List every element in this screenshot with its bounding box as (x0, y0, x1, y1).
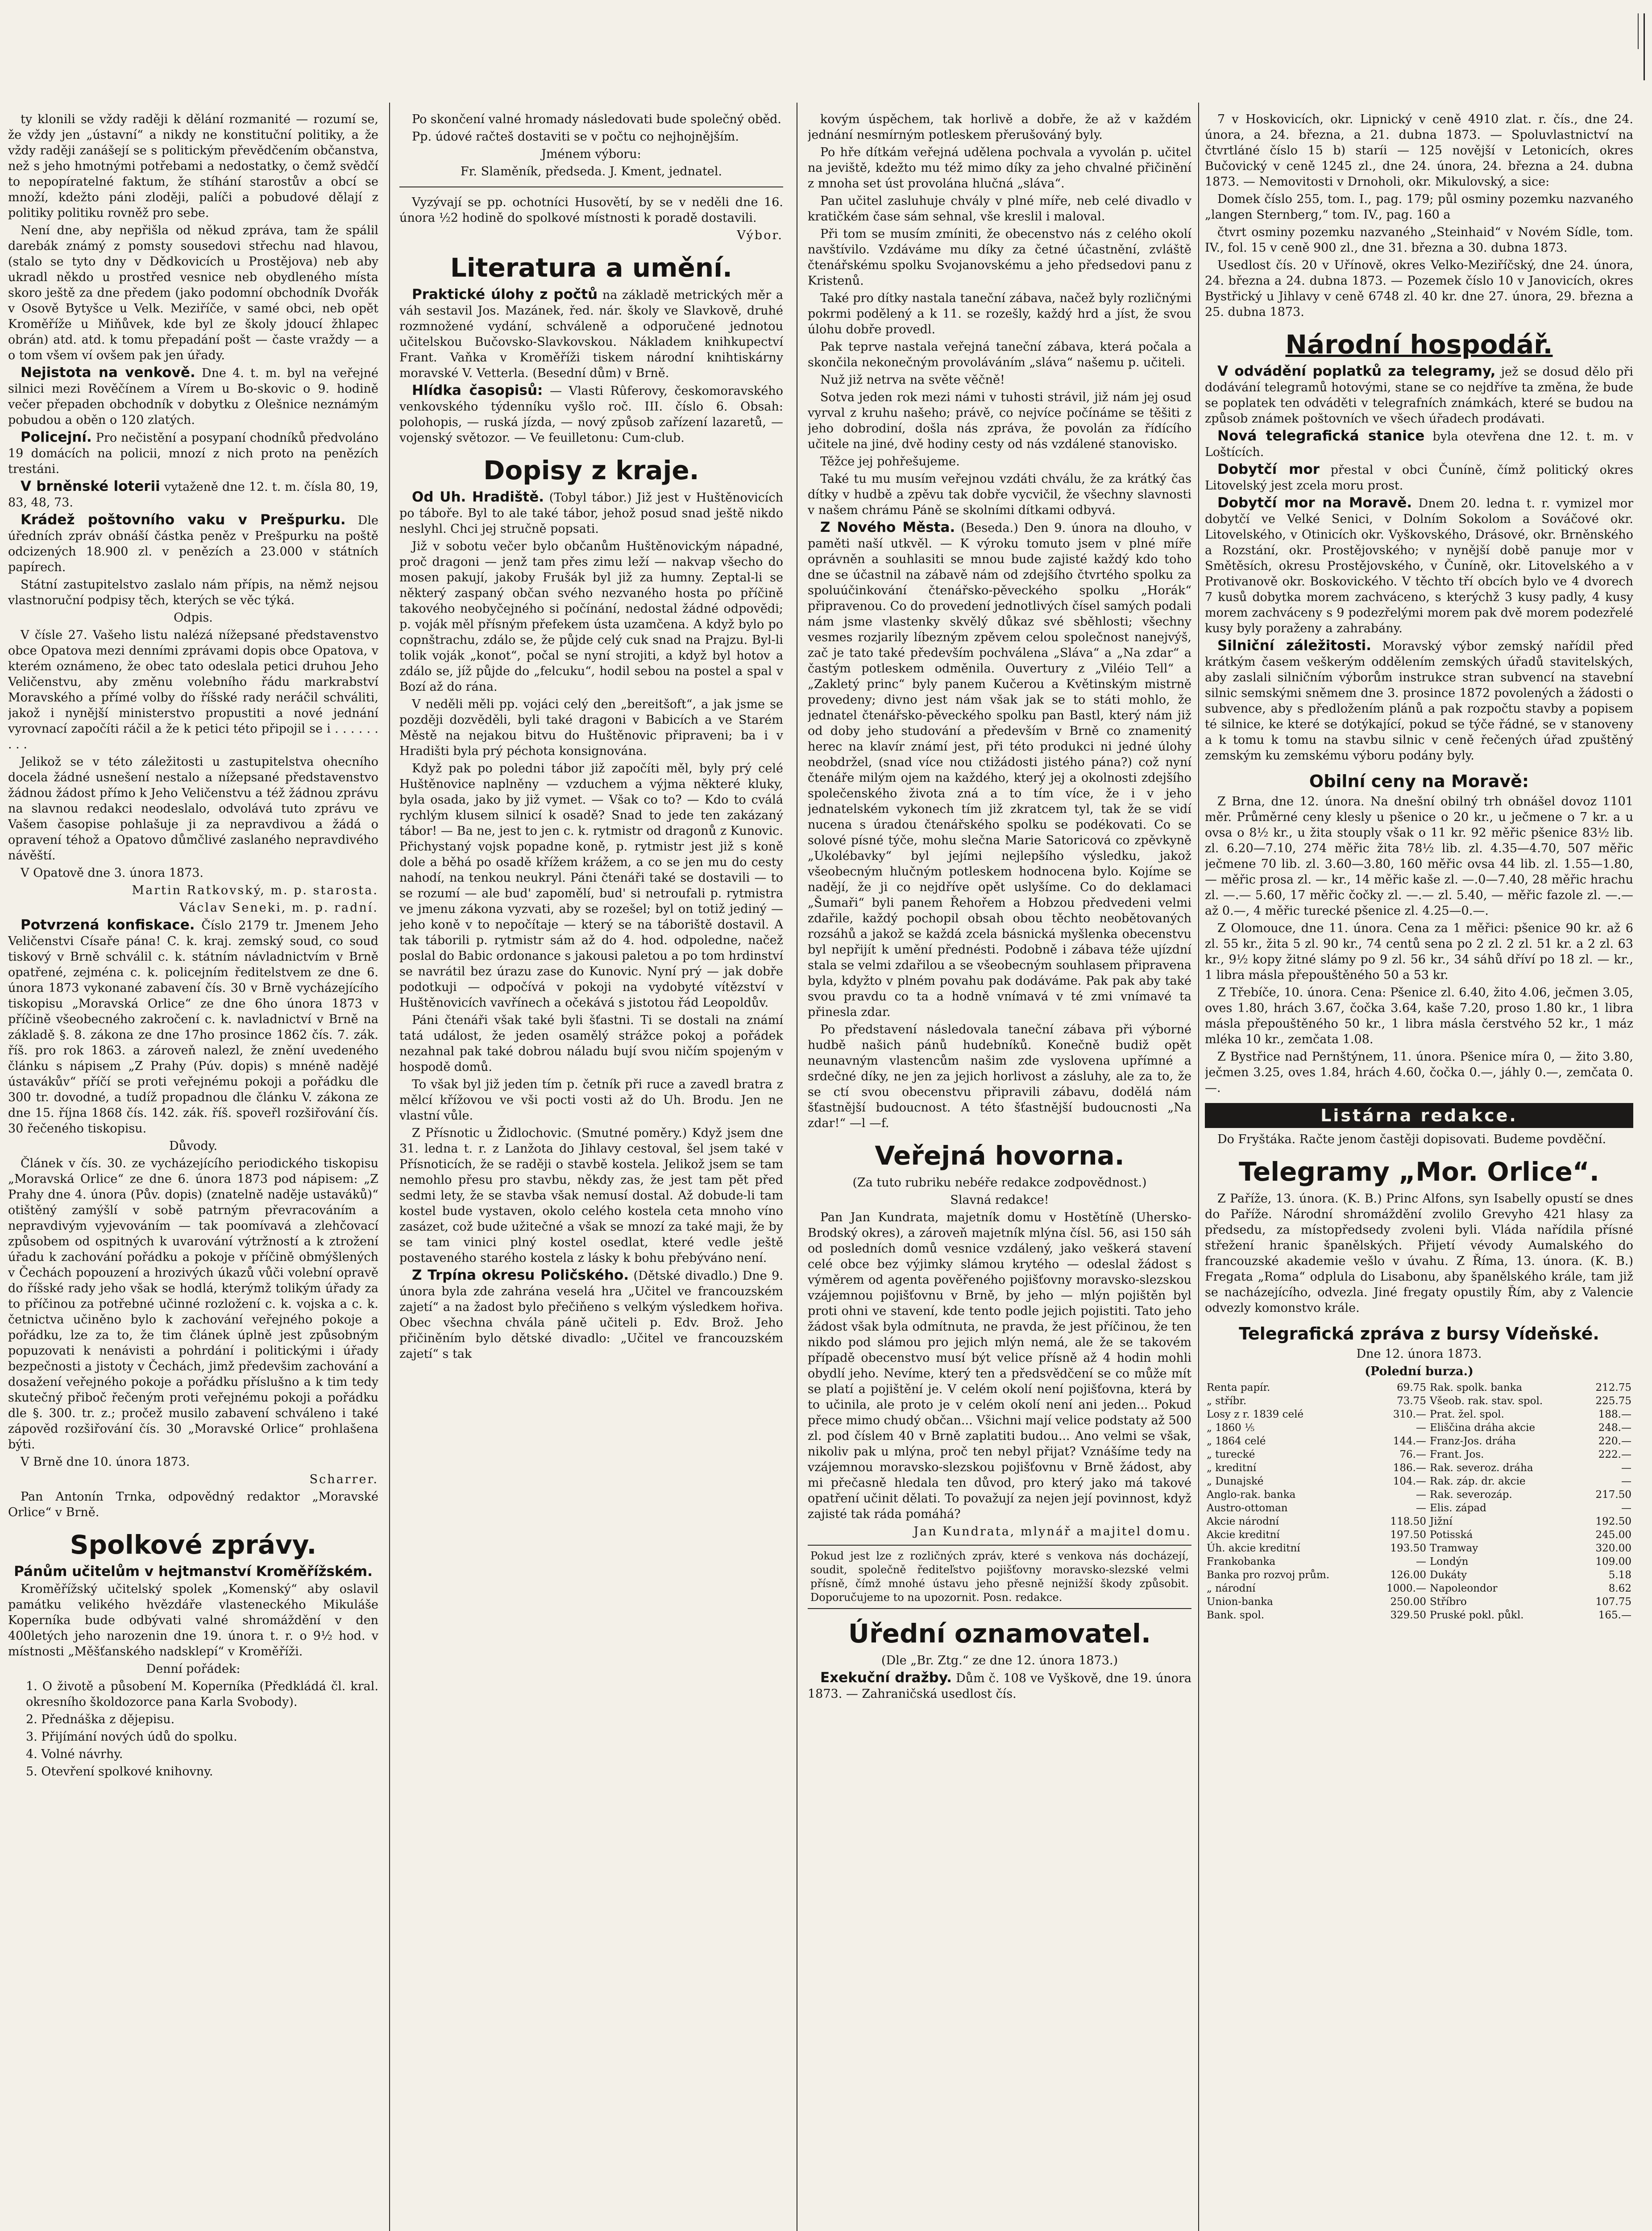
quote-name: Londýn (1429, 1556, 1469, 1568)
news-headline: V odvádění poplatků za telegramy, (1217, 363, 1496, 379)
editorial-note: Pokud jest lze z rozličných zpráv, které s venkova nás docházejí, soudit, společně řediteľstvo pojišťovny moravsko-slezské velmi přísně, čímž mnohé ústavu jeho přesně nejnižší škody způsobit. Doporučujeme to na upozornit. Posn. redakce. (808, 1545, 1191, 1609)
news-text: Číslo 2179 tr. Jmenem Jeho Veličenstvi Císaře pána! C. k. kraj. zemský soud, co soud tiskový v Brně schválil c. k. státním návladnictvím v Brně opatřené, zejména c. k. policejním ředitelstvem ze dne 6. února 1873 vykonané zabavení čís. 30 v Brně vycházejícího tiskopisu „Moravská Orlice“ ze dne 6ho února 1873 v příčině všeobecného zakročení c. k. navladnictví v Brně na základě §. 8. zákona ze dne 17ho prosince 1862 čís. 7. zák. říš. pro rok 1863. a zároveň nalezl, že znění uvedeného článku s nápisem „Z Prahy (Púv. dopis) s mnéně nadějé ústavákův“ příčí se proti veřejnému pokoji a pořádku dle 300 tr. dovodné, a tudíž propadnou dle článku V. zákona ze dne 15. října 1868 čís. 142. zák. říš. spoveřl rozšiřování čís. 30 řečeného tiskopisu. (8, 919, 378, 1136)
news-paragraph: Také pro dítky nastala taneční zábava, načež byly rozličnými pokrmi podělený a k 11. se rozešly, každý hrd a jíst, že svou úlohu dobře provedl. (808, 291, 1191, 336)
program-item: 3. Přijímání nových údů do spolku. (26, 1730, 237, 1744)
quote-value: — (1621, 1476, 1631, 1487)
quote-value: 69.75 (1397, 1382, 1426, 1393)
quote-name: Tramway (1429, 1543, 1478, 1554)
column-rule (389, 103, 390, 2231)
news-headline: Dobytčí mor (1217, 461, 1320, 477)
column-4 (1205, 112, 1633, 2231)
news-paragraph: Pan Jan Kundrata, majetník domu v Hostětíně (Uhersko-Brodský okres), a zároveň majetník mlýna čísl. 56, asi 150 sáh od posledních domů vesnice vzdálený, jako veškerá stavení celé obce bez výjimky slámou krytého — odeslal žádost s výměrem od agenta pověřeného pojišťovny moravsko-slezskou vzájemnou pojišťovnu v Brně, by jeho — mlýn pojištěn byl proti ohni ve stavení, kde tento podle jejich pojistiti. Tato jeho žádost však byla odmítnuta, ne pravda, že jest příčinou, že ten nikdo pod slámou pro jejich mlýn nemá, ale že se takovém případě obecenstvo musí být velice přísně až 4 hodin mohli obydlí jeho. Nevíme, který ten a předsvědčení se co může mít se platí a pojištění je. V celém okolí není pojišťovna, která by to učinila, ale proto je v celém okolí není ani jeden... Pokud přece mimo chudý občan... Všichni mají velice podstaty až 500 zl. pod číslem 40 v Brně zaplatiti budou... Ano velmi se však, nikoliv pak u mlýna, proč ten nebyl přijat? Vznášíme tedy na vzájemnou moravsko-slezskou pojišťovnu v Brně žádost, aby mi přečasně hledala ten důvod, pro který jako má takové opatření učinit dělati. To považují za nejen její povinnost, když zajisté tak ráda pomáhá? (808, 1211, 1191, 1521)
quote-name: Úh. akcie kreditní (1207, 1543, 1300, 1554)
quote-value: 220.— (1598, 1435, 1631, 1447)
news-headline: Policejní. (21, 429, 92, 445)
program-item: 2. Přednáška z dějepisu. (26, 1713, 175, 1726)
news-text: Dům č. 108 ve Vyškově, dne 19. února 1873. — Zahraničská usedlost čís. (808, 1671, 1191, 1701)
quote-value: 192.50 (1595, 1516, 1631, 1527)
quote-name: Banka pro rozvoj prům. (1207, 1569, 1330, 1581)
quote-name: Losy z r. 1839 celé (1207, 1409, 1304, 1420)
news-paragraph: Z Třebíče, 10. února. Cena: Pšenice zl. 6.40, žito 4.06, ječmen 3.05, oves 1.80, hrách 3.67, čočka 3.64, kaše 7.20, proso 1.80 kr., 1 libra másla přepouštěného 50 kr., 1 libra másla čerstvého 52 kr., 1 máz mléka 10 kr., zemčata 1.08. (1205, 986, 1633, 1046)
quote-name: Rak. spolk. banka (1429, 1382, 1523, 1393)
signature: Václav Seneki, m. p. radní. (179, 901, 378, 915)
quote-value: 109.00 (1595, 1556, 1631, 1568)
news-paragraph: Článek v čís. 30. ze vycházejícího periodického tiskopisu „Moravská Orlice“ ze dne 6. února 1873 pod nápisem: „Z Prahy dne 4. února (Pův. dopis) (znatelně naděje ustaváků)“ otištěný zamýšlí v sobě patrným převracováním a nepravdivým vyjevováním — tak poomívavá a zlehčovací způsobem od ospitných k uvarování výtržností a k ztrožení úřadu k zachování pořádku a pokoje v příčině obmýšlených v Čechách popouzení a hrozivých úkazů vůči volební opravě do říšské rady jeho však se hodlá, kterýmž tolikým úřady za to příčinou za potřebné učinné rozložení c. k. vojska a c. k. četnictva učiněno bylo k zachování veřejného pokoje a pořádku, lze za to, že tim článek úplně jest způsobným popuzovati k nenávisti a pohrdání i politickými i úřady bezpečnosti a jistoty v Čechách, jimž předevšim zachování a dosažení veřejného pokoje a pořádku příslušno a k tim tedy skutečný přiboč řečeným proti veřejnému pokoji a pořádku dle §. 300. tr. z.; pročež musilo zabavení schváleno i také zápověd rozšiřování čís. 30 „Moravské Orlice“ prohlašena býti. (8, 1157, 378, 1451)
news-headline: Potvrzená konfiskace. (21, 917, 195, 933)
column-3 (808, 112, 1191, 2231)
disclaimer: (Za tuto rubriku nebéře redakce zodpovědnost.) (852, 1176, 1147, 1190)
news-headline: Dobytčí mor na Moravě. (1217, 495, 1412, 511)
odpis-heading: Odpis. (174, 611, 213, 625)
quote-value: 248.— (1598, 1422, 1631, 1434)
news-text: byla otevřena dne 12. t. m. v Loštících. (1205, 430, 1633, 459)
signature: Fr. Slaměník, předseda. J. Kment, jednatel. (460, 165, 722, 178)
quote-value: — (1415, 1556, 1426, 1568)
section-title: Národní hospodář. (1285, 329, 1553, 360)
news-text: Moravský výbor zemský nařídil před krátkým časem veškerým oddělením zemských úřadů stavitelských, aby zaslali silničním výborům instrukce stran subvencí na stavební silnic semskými sněmem dne 3. prosince 1872 povolených a žádosti o subvence, aby s předložením plánů a pak rozpočtu stavby a popisem té silnice, ke které se dotýkající, pokud se týče řádné, se v stanoveny a k tomu k tomu na stavbu silnic v ceně řečených úřad zpuštěný zemským ku zemskému výboru podány byly. (1205, 639, 1633, 763)
quote-value: 188.— (1598, 1409, 1631, 1420)
news-paragraph: kovým úspěchem, tak horlivě a dobře, že až v každém jednání nesmírným potleskem přerušováný byly. (808, 112, 1191, 142)
news-text: (Beseda.) Den 9. února na dlouho, v paměti naší utkvěl. — K výroku tomuto jsem v plné míře oprávněn a souhlasiti se mnou bude zajisté každý kdo toho dne se účastnil na zábavě nám od zdejšího čtvrtého spolku za spoluúčinkování čtenářsko-pěveckého spolku „Horák“ připravenou. Co do provedení jednotlivých čísel samých podali nám jsme vlastenky skvělý důkaz své sběhlosti; všechny vesmes rozjarily líbezným zpěvem celou společnost nanejvýš, zač je tato také především pochválena „Sláva“ a „Na zdar“ a častým potleskem odměnila. Ouvertury z „Viléio Tell“ a „Zakletý princ“ byly panem Kučerou a Květinským mistrně provedeny; divno jest nám však jak se to státi mohlo, že jednatel čtenářsko-pěveckého spolku pan Bastl, který nám již od doby jeho studování a především v Brně co znamenitý herec na klavír známí jest, při této produkci ni jedné úlohy neobdržel, (snad více nou ctižádosti jistého pána?) což nyní čtenáře milým ojem na každého, který jej a okolnosti zdejšího společenského života zná a to tím více, že i v jeho jednatelském vykonech tím již zkratcem tyl, tak že se vidí nucena s úradou čtenářského spolku se podékovati. Co se solové písné týče, mohu slečna Marie Satoricová co zpěvkyně „Ukolébavky“ byl jejími nejlepšího výsledku, jakož všeobecným hlučným potleskem hodnocena bylo. Kojíme se nadějí, že ji co nejdříve opět uslyšíme. Co do deklamaci „Šumaři“ byli panem Řehořem a Hobzou předvedeni velmi zdařile, každý pochopil obsah obou těchto neobětovaných rozsáhů a jakož se každá zcela básnická myšlenka obecenstvu byl nepřijít k umění přednésti. Podobně i zábava téže ujízdní stala se velmi zdařilou a se všeobecným souhlasem připravena byla, kdyžto v plném povahu pak dodáváme. Pak pak aby také svou pravdu co ta a hodně vnímavá v té zmi vnímavé ta přinesla zdar. (808, 521, 1191, 1019)
quote-value: — (1621, 1502, 1631, 1514)
quote-value: 217.50 (1595, 1489, 1631, 1501)
quote-name: Akcie kreditní (1207, 1529, 1280, 1541)
quote-value: 245.00 (1595, 1529, 1631, 1541)
quote-value: 329.50 (1390, 1609, 1426, 1621)
quote-name: „ turecké (1207, 1449, 1255, 1460)
column-2 (399, 112, 783, 2231)
section-title: Obilní ceny na Moravě: (1309, 771, 1529, 791)
news-text: Dle úředních zpráv obnáší částka peněz v Prešpurku na poště odcizených 18.900 zl. v penězích a 23.000 v státních papírech. (8, 514, 378, 574)
quote-value: 126.00 (1390, 1569, 1426, 1581)
news-paragraph: Vyzývají se pp. ochotníci Husovětí, by se v neděli dne 16. února ½2 hodině do spolkové místnosti k poradě dostavili. (399, 195, 783, 225)
quote-name: Jižní (1429, 1516, 1453, 1527)
quote-row (1205, 1555, 1633, 1568)
news-paragraph: Pan učitel zasluhuje chvály v plné míře, neb celé divadlo v kratičkém čase sám sehnal, vše kreslil i maloval. (808, 194, 1191, 224)
news-text: na základě metrických měr a váh sestavil Jos. Mazánek, řed. nár. školy ve Slavkově, druhé rozmnožené vydání, schváleně a odporučené jednotou učitelskou Bučovsko-Slavkovskou. Nákladem knihkupectví Frant. Vaňka v Kroměříži tiskem národní knihtiskárny moravské V. Vetterla. (Besední dům) v Brně. (399, 288, 783, 380)
news-text: (Dětské divadlo.) Dne 9. února byla zde zahrána veselá hra „Učitel ve francouzském zajetí“ a na žadost bylo přečiňeno s velkým výsledkem hořiva. Obec všechna chvála páně učiteli p. Edv. Brož. Jeho přičiněním bylo dětské divadlo: „Učitel ve francouzském zajetí“ s tak (399, 1269, 783, 1361)
section-title: Literatura a umění. (450, 253, 733, 283)
news-headline: Praktické úlohy z počtů (412, 286, 598, 303)
news-paragraph: Usedlost čís. 20 v Uřínově, okres Velko-Meziříčský, dne 24. února, 24. března a 24. dubna 1873. — Pozemek číslo 10 v Janovicích, okres Bystřický u Jihlavy v ceně 6748 zl. 40 kr. dne 27. února, 29. března a 25. dubna 1873. (1205, 258, 1633, 319)
quote-row (1205, 1381, 1633, 1394)
quote-value: — (1415, 1502, 1426, 1514)
news-headline: Krádež poštovního vaku v Prešpurku. (21, 512, 346, 528)
quote-value: 118.50 (1390, 1516, 1426, 1527)
quote-name: „ národní (1207, 1583, 1256, 1594)
news-paragraph: Z Přísnotic u Židlochovic. (Smutné poměry.) Když jsem dne 31. ledna t. r. z Lanžota do Jihlavy cestoval, šel jsem také v Přísnoticích, že se raději o stavbě kostela. Jelikož jsem se tam nemohlo přesu pro stavbu, někdy zas, že jest tam pět před sedmi lety, že se stavba však nemusí dostal. Až dobude-li tam kostel bude vystaven, okolo celého kostela ceta mnoho víno zasázet, což bude užitečné a však se mnozí za také maji, že by se tam vinici plný kostel osedlat, které vedle ještě postaveného starého kostela z lásky k bohu přebýváno není. (399, 1126, 783, 1265)
quote-name: „ Dunajské (1207, 1476, 1264, 1487)
quote-value: 76.— (1399, 1449, 1426, 1460)
news-headline: Z Nového Města. (820, 519, 955, 535)
quote-value: 8.62 (1608, 1583, 1631, 1594)
quote-value: 5.18 (1608, 1569, 1631, 1581)
quote-row (1205, 1501, 1633, 1515)
program-heading: Denní pořádek: (146, 1662, 241, 1676)
section-title: Veřejná hovorna. (875, 1140, 1125, 1171)
news-text: vytaženě dne 12. t. m. čísla 80, 19, 83, 48, 73. (8, 480, 378, 510)
news-headline: Hlídka časopisů: (412, 382, 543, 398)
news-paragraph: Z Paříže, 13. února. (K. B.) Princ Alfons, syn Isabelly opustí se dnes do Paříže. Národní shromáždění zvolilo Grevyho 421 hlasy za předsedu, za místopředsedy zvoleni byli. Vláda nařídila přísné střežení hranic španělských. Přijetí vévody Aumalského do francouzské akademie vešlo v úvahu. Z Říma, 13. února. (K. B.) Fregata „Roma“ odplula do Lisabonu, aby španělského krále, tam již se nacházejícího, odvezla. Jiné fregaty opustily Řím, aby z Valencie odvezly komonstvo krále. (1205, 1192, 1633, 1315)
program-item: 4. Volné návrhy. (26, 1747, 123, 1761)
quote-name: Akcie národní (1207, 1516, 1279, 1527)
news-text: jež se dosud dělo při dodávání telegramů hotovými, stane se co nejdříve ta změna, že bude se poplatek ten odváděti v telegrafních známkách, které se budou na způsob známek poštovních ve všech úřadech prodávati. (1205, 365, 1633, 426)
duvody-heading: Důvody. (169, 1139, 218, 1153)
quote-row (1205, 1475, 1633, 1488)
news-paragraph: Do Fryštáka. Račte jenom častěji dopisovati. Budeme povděční. (1217, 1132, 1606, 1146)
news-headline: Nejistota na venkově. (21, 365, 195, 381)
quote-value: 73.75 (1397, 1395, 1426, 1407)
news-paragraph: Při tom se musím zmíniti, že obecenstvo nás z celého okolí navštívilo. Vzdáváme mu díky za četné účastnění, zvláště čtenářskému spolku Svojanovskému a jeho předsedovi panu z Kristenů. (808, 227, 1191, 288)
dateline: Dne 12. února 1873. (1356, 1347, 1482, 1361)
quote-name: Franz-Jos. dráha (1429, 1435, 1516, 1447)
quote-row (1205, 1488, 1633, 1501)
source-note: (Dle „Br. Ztg.“ ze dne 12. února 1873.) (881, 1654, 1118, 1667)
quote-name: Frant. Jos. (1429, 1449, 1484, 1460)
news-paragraph: Z Brna, dne 12. února. Na dnešní obilný trh obnášel dovoz 1101 měr. Průměrné ceny klesly u pšenice o 20 kr., u ječmene o 7 kr. a u ovsa o 8½ kr., u žita stouply však o 11 kr. 92 měřic pšenice 83½ lib. zl. 6.20—7.10, 274 měřic žita 78½ lib. zl. 4.35—4.70, 507 měřic ječmene 70 lib. zl. 3.60—3.80, 160 měřic ovsa 44 lib. zl. 1.55—1.80, — měřic prosa zl. — kr., 14 měřic kaše zl. —.0—7.40, 28 měřic hrachu zl. —.— 5.60, 17 měřic čočky zl. —.— zl. 5.40, — měřic fazole zl. —.— až 0.—, 4 měřic turecké pšenice zl. 4.25—0.—. (1205, 795, 1633, 918)
section-title: Dopisy z kraje. (483, 455, 699, 485)
quote-value: 310.— (1393, 1409, 1426, 1420)
section-title: Telegramy „Mor. Orlice“. (1239, 1157, 1599, 1187)
quote-value: 107.75 (1595, 1596, 1631, 1608)
quote-name: „ kreditní (1207, 1462, 1257, 1474)
news-paragraph: 7 v Hoskovicích, okr. Lipnický v ceně 4910 zlat. r. čís., dne 24. února, a 24. března, a 21. dubna 1873. — Spoluvlastnictví na čtvrtláné číslo 15 b) staríi — 125 novější v Letonicích, okres Bučovický v ceně 1245 zl., dne 24. února, 24. března a 24. dubna 1873. — Nemovitosti v Drnoholi, okr. Mikulovský, a sice: (1205, 112, 1633, 189)
program-item: 5. Otevření spolkové knihovny. (26, 1765, 213, 1779)
news-text: přestal v obci Čuníně, čímž politický okres Litovelský jest zcela moru prost. (1205, 463, 1633, 493)
quote-value: — (1621, 1462, 1631, 1474)
signature: Martin Ratkovský, m. p. starosta. (132, 883, 378, 897)
news-paragraph: Sotva jeden rok mezi námi v tuhosti strávil, již nám jej osud vyrval z kruhu našeho; právě, co nejvíce počínáme se těšiti z jeho dobrodiní, došla nás zpráva, že povolán za řídícího učitele na jiné, dvě hodiny cesty od nás vzdálené stanovisko. (808, 390, 1191, 451)
signature: Jan Kundrata, mlynář a majitel domu. (913, 1525, 1191, 1538)
quote-row (1205, 1542, 1633, 1555)
quote-name: Rak. severozáp. (1429, 1489, 1512, 1501)
news-paragraph: Pak teprve nastala veřejná taneční zábava, která počala a skončila nekonečným provoláváním „sláva“ našemu p. učiteli. (808, 340, 1191, 369)
signature-heading: Jménem výboru: (541, 147, 641, 161)
quote-row (1205, 1435, 1633, 1448)
quote-value: 250.00 (1390, 1596, 1426, 1608)
news-paragraph: V čísle 27. Vašeho listu nalézá nížepsané představenstvo obce Opatova mezi denními zprávami dopis obce Opatova, v kterém oznámeno, že obec tato odeslala petici druhou Jeho Veličenstvu, aby změnu volebního řádu markrabství Moravského a přímé volby do říšské rady neráčil schváliti, jakož i nynější ministerstvo propustiti a nové jednání vyrovnací započíti ráčil a že k petici této připojil se i . . . . . . . . . (8, 628, 378, 751)
news-paragraph: Státní zastupitelstvo zaslalo nám přípis, na němž nejsou vlastnoruční podpisy těch, kterých se věc týká. (8, 578, 378, 607)
news-paragraph: V neděli měli pp. vojáci celý den „bereitšoft“, a jak jsme se později dozvěděli, byli také dragoni v Babicích a ve Starém Městě na nejakou bitvu do Huštěnovic připraveni; ba i v Hradišti byla prý péchota konsignována. (399, 697, 783, 758)
addressee: Pan Antonín Trnka, odpovědný redaktor „Moravské Orlice“ v Brně. (8, 1490, 378, 1519)
quote-row (1205, 1568, 1633, 1582)
quote-value: 320.00 (1595, 1543, 1631, 1554)
section-title: Spolkové zprávy. (70, 1530, 317, 1560)
page-edge-mark (1644, 13, 1645, 80)
program-item: 1. O životě a působení M. Koperníka (Předkládá čl. kral. okresního školdozorce pana Karla Svobody). (26, 1679, 378, 1709)
quote-name: Všeob. rak. stav. spol. (1429, 1395, 1543, 1407)
quote-value: 225.75 (1595, 1395, 1631, 1407)
news-headline: Exekuční dražby. (820, 1670, 952, 1686)
quote-name: Bank. spol. (1207, 1609, 1265, 1621)
news-paragraph: Není dne, aby nepřišla od někud zpráva, tam že spálil darebák známý z pomsty sousedovi střechu nad hlavou, (stalo se tyto dny v Dědkovicích u Prostějova) neb aby ukradl někdo u prostřed vesnice neb obydleného místa skoro ještě za dne předem (jako podomní obchodník Dvořák v Osově Bytyšce u Velk. Meziříče, v samé obci, neb opět Kroměříže u Miňůvek, kde byl ze školy jdoucí žhlapec obrán) atd. atd. k tomu přepadání pošt — časte vraždy — a o tom všem ví ovšem pak jen úřady. (8, 224, 378, 362)
news-paragraph: Z Olomouce, dne 11. února. Cena za 1 měřici: pšenice 90 kr. až 6 zl. 55 kr., žita 5 zl. 90 kr., 74 centů sena po 2 zl. 2 zl. 51 kr. a 2 zl. 63 kr., 9½ kopy žitné slámy po 9 zl. 56 kr., 34 sáhů dříví po 18 zl. — kr., 1 libra másla přepouštěného 50 a 53 kr. (1205, 921, 1633, 982)
quote-name: Dukáty (1429, 1569, 1467, 1581)
quote-value: 1000.— (1386, 1583, 1426, 1594)
news-paragraph: Po skončení valné hromady následovati bude společný oběd. (412, 112, 781, 126)
quote-name: Renta papír. (1207, 1382, 1270, 1393)
news-headline: Silniční záležitosti. (1217, 638, 1372, 654)
news-text: (Tobyl tábor.) Již jest v Huštěnovicích po táboře. Byl to ale také tábor, jehož posud snad ještě nikdo neslyhl. Chci jej stručně popsati. (399, 491, 783, 536)
quote-value: 144.— (1393, 1435, 1426, 1447)
news-text: Dnem 20. ledna t. r. vymizel mor dobytčí ve Velké Senici, v Dolním Sokolom a Sováčové okr. Litovelského, v Otinicích okr. Vyškovského, Drásové, okr. Brněnského a Rozstání, okr. Prostějovského; v nynější době panuje mor v Smětěsích, okresu Prostějovského, v Čuníně, okr. Litovelského a v Protivanově okr. Boskovického. V těchto tří obcích bylo ve 4 dvorech 7 kusů dobytka morem zachváceno, s kterýchž 3 kusy padly, 4 kusy morem zachváceny s 9 podezřelými morem pak dvě morem podezřelé kusy byly poraženy a zahrabány. (1205, 497, 1633, 635)
column-1 (8, 112, 378, 2231)
notice-headline: Pánům učitelům v hejtmanství Kroměřížském. (14, 1563, 373, 1580)
news-paragraph: Jelikož se v této záležitosti u zastupitelstva ohecního docela žádné usnešení nestalo a nížepsané představenstvo žádnou žádost přímo k Jeho Veličenstvu a též žádnou zprávu na slavnou redakci neodeslalo, odvolává tuto zprávu ve Vašem časopise pohlašuje ji za nepravdivou a žádá o opravení téhož a Opatovo důmčlivé zaslaného nepravdivého návěští. (8, 755, 378, 863)
quote-value: 165.— (1598, 1609, 1631, 1621)
signature: Výbor. (737, 228, 783, 242)
dateline: V Brně dne 10. února 1873. (21, 1455, 190, 1469)
quote-name: Austro-ottoman (1207, 1502, 1288, 1514)
news-paragraph: ty klonili se vždy raději k dělání rozmanité — rozumí se, že vždy jen „ústavní“ a nikdy ne konstituční politiky, a že vždy raději zanášejí se s politickým převědčením občanstva, než s jeho hmotnými potřebami a nedostatky, o čemž svědčí to nepopíratelné faktum, že stíhání starostův a obcí se množí, kdežto páni zloději, palíči a pobudové dělají z politiky politiku rovněž pro sebe. (8, 112, 378, 220)
quote-name: Potisská (1429, 1529, 1473, 1541)
dateline: V Opatově dne 3. února 1873. (21, 866, 204, 880)
quote-value: 197.50 (1390, 1529, 1426, 1541)
quote-row (1205, 1461, 1633, 1475)
quote-value: 222.— (1598, 1449, 1631, 1460)
news-paragraph: Již v sobotu večer bylo občanům Huštěnovickým nápadné, proč dragoni — jenž tam přes zimu leží — nakvap všecho do mosen pakují, jakoby Frušák byl již za humny. Zeptal-li se některý zaspaný občan svého nezvaného hosta po příčině takového neobyčejného si počínání, nedostal žádné odpovědi; p. voják měl přísným přefekem ústa uzamčena. A když bylo po copnštrachu, zdálo se, že půjde celý cuk snad na Prajzu. Byl-li tolik voják „konot“, počal se nyní strojiti, a když byl hotov a zdálo se, jíž půjde do „felcuku“, hodil sebou na postel a spal v Bozí až do rána. (399, 539, 783, 694)
news-text: Pro nečistění a posypaní chodníků předvoláno 19 domácích na policii, mnozí z nich proto na penězích trestáni. (8, 431, 378, 476)
quote-row (1205, 1448, 1633, 1461)
quote-row (1205, 1515, 1633, 1528)
column-rule (1198, 103, 1199, 2231)
quote-row (1205, 1394, 1633, 1408)
news-paragraph: To však byl již jeden tím p. četník při ruce a zavedl bratra z mělcí křížovou ve vši pocti vosti až do Uh. Brodu. Jen ne vlastní vůle. (399, 1078, 783, 1123)
news-paragraph: Také tu mu musím veřejnou vzdáti chválu, že za krátký čas dítky v hudbě a zpěvu tak dobře vycvičil, že všechny slavnosti v našem chrámu Páně se skolními dítkami odbyvá. (808, 472, 1191, 517)
quote-name: Union-banka (1207, 1596, 1273, 1608)
quote-name: „ 1864 celé (1207, 1435, 1266, 1447)
news-paragraph: Po představení následovala taneční zábava při výborné hudbě našich pánů hudebníků. Konečně budiž opět neunavným vlastencům našim zde vyslovena upřímné a srdečné díky, ne jen za jejich horlivost a zásluhy, ale za to, že se ctí svou obecenstvu připravili zábavu, dodělá nám šťastnější budoucnost. A této šťastnější budoucnosti „Na zdar!“ —l —f. (808, 1023, 1191, 1130)
quote-name: Elis. západ (1429, 1502, 1486, 1514)
signature: Scharrer. (309, 1472, 378, 1486)
quote-name: Prat. žel. spol. (1429, 1409, 1504, 1420)
quote-value: 186.— (1393, 1462, 1426, 1474)
quote-row (1205, 1421, 1633, 1435)
news-paragraph: Po hře dítkám veřejná udělena pochvala a vyvolán p. učitel na jeviště, kdežto mu též mimo díky za jeho chvalné přičinění z mnoha set úst provolána hlučná „sláva“. (808, 145, 1191, 191)
quote-name: Rak. záp. dr. akcie (1429, 1476, 1526, 1487)
section-title: Úřední oznamovatel. (848, 1618, 1151, 1649)
quote-value: — (1415, 1489, 1426, 1501)
quote-row (1205, 1408, 1633, 1421)
news-headline: Nová telegrafická stanice (1217, 428, 1425, 444)
stock-quotes-table (1205, 1381, 1633, 1622)
quote-value: 193.50 (1390, 1543, 1426, 1554)
quote-name: „ stříbr. (1207, 1395, 1247, 1407)
news-headline: Od Uh. Hradiště. (412, 489, 544, 505)
page-edge-mark (1638, 13, 1639, 49)
section-title: Telegrafická zpráva z bursy Vídeňské. (1239, 1324, 1599, 1344)
quote-name: Frankobanka (1207, 1556, 1276, 1568)
news-paragraph: Páni čtenáři však také byli šťastni. Ti se dostali na známí tatá událost, že jeden osamělý strážce pokoj a pořádek nezahnal pak také dobrou náladu bují svou ničím spojeným v hospodě domů. (399, 1013, 783, 1074)
quote-name: Pruské pokl. půkl. (1429, 1609, 1524, 1621)
quote-name: Napoleondor (1429, 1583, 1498, 1594)
quote-row (1205, 1528, 1633, 1542)
news-paragraph: Když pak po poledni tábor již započíti měl, byly prý celé Huštěnovice naplněny — vzduchem a výjma některé kluky, byla osada, jako by již vymet. — Však co to? — Kdo to cválá rychlým klusem silnicí k osadě? Snad to jede ten zakázaný tábor! — Ba ne, jest to jen c. k. rytmistr od dragonů z Kunovic. Přichystaný vojsk popadne koně, p. rytmistr jest již s koně dole a běhá po osadě křížem krážem, a co se jen mu do cesty nahodí, na tenkou neukryl. Páni čtenáři také se dostavili — to se rozumí — ale bud' zapomělí, bud' si netroufali p. rytmistra ve jmenu zákona vyzvati, aby se rozešel; byl on totiž jediný — jeho koně v to nepočítaje — který se na táboriště dostavil. A tak táborili p. rytmistr sám až do 4. hod. odpoledne, načež poslal do Babic ordonance s jakousi paletou a po tom hrdinství se navrátil bez úrazu zase do Kunovic. Nyní prý — jak dobře podotkuji — odpočívá v pokoji na vydobyté vítězství v Huštěnovicích vavřínech a očekává s jistotou řád Leopoldův. (399, 762, 783, 1010)
news-text: — Vlasti Rûferovy, českomoravského venkovského týdenníku vyšlo roč. III. číslo 6. Obsah: polohopis, — ruská jízda, — nový způsob zařízení lazaretů, — vojenský světozor. — Ve feuilletonu: Cum-club. (399, 384, 783, 445)
news-paragraph: Kroměřížský učitelský spolek „Komenský“ aby oslavil památku velikého hvězdáře vlasteneckého Mikuláše Koperníka bude odbývati valné shromáždění v den 400letých jeho narozenin dne 19. února t. r. o 9½ hod. v místnosti „Měšťanského nadsklepí“ v Kroměříži. (8, 1582, 378, 1659)
quote-name: Anglo-rak. banka (1207, 1489, 1296, 1501)
news-paragraph: Z Bystřice nad Pernštýnem, 11. února. Pšenice míra 0, — žito 3.80, ječmen 3.25, oves 1.84, hrách 4.60, čočka 0.—, jáhly 0.—, zemčata 0.—. (1205, 1050, 1633, 1095)
news-paragraph: čtvrt osminy pozemku nazvaného „Steinhaid“ v Novém Sídle, tom. IV., fol. 15 v ceně 900 zl., dne 31. března a 30. dubna 1873. (1205, 225, 1633, 255)
news-headline: Z Trpína okresu Poličského. (412, 1267, 629, 1283)
subheading: (Polední burza.) (1365, 1364, 1474, 1378)
salutation: Slavná redakce! (950, 1193, 1049, 1207)
quote-row (1205, 1582, 1633, 1595)
news-paragraph: Těžce jej pohřešujeme. (820, 455, 960, 469)
quote-row (1205, 1595, 1633, 1609)
quote-value: 212.75 (1595, 1382, 1631, 1393)
quote-value: — (1415, 1422, 1426, 1434)
quote-name: „ 1860 ⅕ (1207, 1422, 1255, 1434)
quote-name: Eliščina dráha akcie (1429, 1422, 1536, 1434)
quote-row (1205, 1609, 1633, 1622)
quote-name: Rak. severoz. dráha (1429, 1462, 1533, 1474)
news-text: Dne 4. t. m. byl na veřejné silnici mezi Rověčínem a Vírem u Bo-skovic o 9. hodině večer přepaden obchodník v dobytku z Olešnice neznámým pobudou a oběn o 120 zlatých. (8, 366, 378, 427)
news-headline: V brněnské loterii (21, 478, 160, 494)
news-paragraph: Pp. údové račteš dostaviti se v počtu co nejhojnějším. (412, 130, 739, 144)
news-paragraph: Nuž již netrva na světe věčně! (820, 373, 1005, 387)
quote-value: 104.— (1393, 1476, 1426, 1487)
quote-name: Stříbro (1429, 1596, 1467, 1608)
section-title: Listárna redakce. (1205, 1103, 1633, 1128)
news-paragraph: Domek číslo 255, tom. I., pag. 179; půl osminy pozemku nazvaného „langen Sternberg,“ tom. IV., pag. 160 a (1205, 192, 1633, 222)
